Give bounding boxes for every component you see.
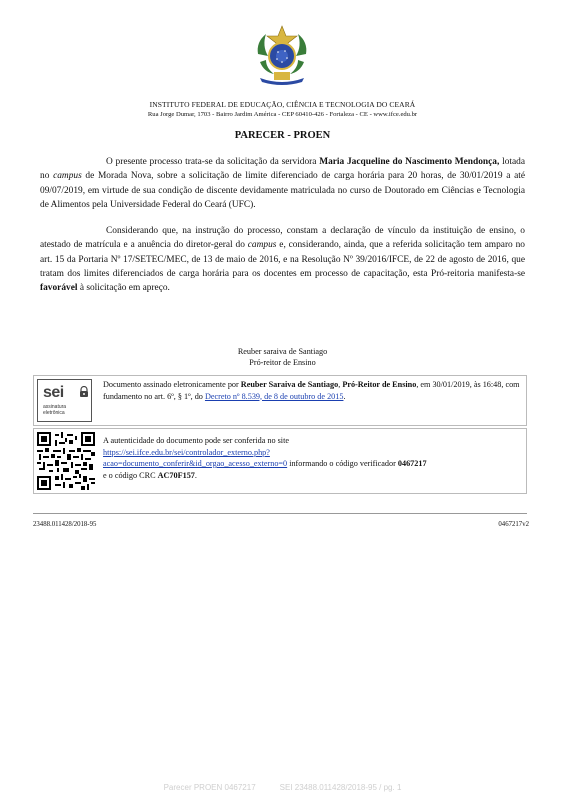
paragraph2-text-3: à solicitação em apreço. <box>77 283 170 294</box>
signature-signer: Reuber Saraiva de Santiago <box>240 380 339 389</box>
verifier-code: 0467217 <box>397 459 427 468</box>
campus-term: campus <box>53 171 82 182</box>
signer-name: Reuber saraiva de Santiago <box>237 347 328 356</box>
electronic-signature-box <box>33 375 527 426</box>
paragraph1-text-2: lotada no <box>40 157 526 182</box>
paragraph1-text-3: de Morada Nova, sobre a solicitação de limite diferenciado de carga horária para 20 horas, de 30/01/2019 a até 09/07/2019, em virtude de sua condição de discente devidamente matriculada no curso de Doutorado em Ciências e Tecnologia de Alimentos pela Universidade Federal do Ceará (UFC). <box>40 171 525 210</box>
favorable-verdict: favorável <box>40 283 78 294</box>
coat-of-arms-emblem <box>252 24 312 86</box>
verify-link-line-1[interactable]: https://sei.ifce.edu.br/sei/controlador_externo.php? <box>103 447 270 457</box>
verify-link-line-2[interactable]: acao=documento_conferir&id_orgao_acesso_externo=0 <box>103 459 288 468</box>
signature-text-2: , <box>338 380 343 389</box>
page-footer-left: Parecer PROEN 0467217 <box>163 783 256 792</box>
verify-text-4: . <box>194 470 197 480</box>
paragraph-request <box>40 155 525 212</box>
signature-text-1: Documento assinado eletronicamente por <box>103 380 241 389</box>
servant-name: Maria Jacqueline do Nascimento Mendonça, <box>319 157 500 167</box>
sei-signature-seal <box>37 379 92 422</box>
verify-text-2: informando o código verificador <box>287 459 398 468</box>
qr-code-icon <box>37 432 95 490</box>
signature-text-4: . <box>343 391 346 401</box>
sei-seal-caption-1: assinatura <box>43 404 67 410</box>
document-code: 0467217v2 <box>498 521 529 528</box>
sei-logo: sei <box>43 384 64 401</box>
crc-code: AC70F157 <box>157 470 195 480</box>
lock-icon <box>78 386 90 398</box>
signature-text-3: , em 30/01/2019, às 16:48, com fundamento no art. 6º, § 1º, do <box>103 380 520 401</box>
sei-seal-caption <box>43 404 66 416</box>
sei-seal-caption-2: eletrônica <box>43 410 65 416</box>
campus-term: campus <box>247 240 277 251</box>
paragraph-opinion <box>40 224 525 295</box>
signature-statement <box>103 379 523 402</box>
page-footer <box>0 783 565 792</box>
institute-name: INSTITUTO FEDERAL DE EDUCAÇÃO, CIÊNCIA E TECNOLOGIA DO CEARÁ <box>149 100 416 109</box>
institute-address: Rua Jorge Dumar, 1703 - Bairro Jardim América - CEP 60410-426 - Fortaleza - CE - www.ifce.edu.br <box>147 111 418 118</box>
paragraph2-text-1: Considerando que, na instrução do processo, constam a declaração de vínculo da instituição de ensino, o atestado de matrícula e a anuência do diretor-geral do <box>40 226 525 251</box>
authenticity-box <box>33 428 527 494</box>
process-number: 23488.011428/2018-95 <box>33 521 97 528</box>
verify-text-1: A autenticidade do documento pode ser conferida no site <box>103 436 289 445</box>
paragraph1-text-1: O presente processo trata-se da solicitação da servidora <box>106 157 320 167</box>
verify-text-3: e o código CRC <box>103 470 158 480</box>
authenticity-statement <box>103 435 523 481</box>
signature-role: Pró-Reitor de Ensino <box>342 380 417 389</box>
decree-link[interactable]: Decreto nº 8.539, de 8 de outubro de 2015 <box>204 391 344 401</box>
signer-role: Pró-reitor de Ensino <box>249 358 316 367</box>
paragraph2-text-2: e, considerando, ainda, que a referida solicitação tem amparo no art. 15 da Portaria Nº 17/SETEC/MEC, de 13 de maio de 2016, e na Resolução Nº 39/2016/IFCE, de 22 de agosto de 2016, que tratam dos limites diferenciados de carga horária para os docentes em processo de capacitação, esta Pró-reitoria manifesta-se <box>40 240 525 279</box>
document-title: PARECER - PROEN <box>234 130 331 141</box>
page-footer-right: SEI 23488.011428/2018-95 / pg. 1 <box>279 783 402 792</box>
footer-divider <box>33 513 527 514</box>
